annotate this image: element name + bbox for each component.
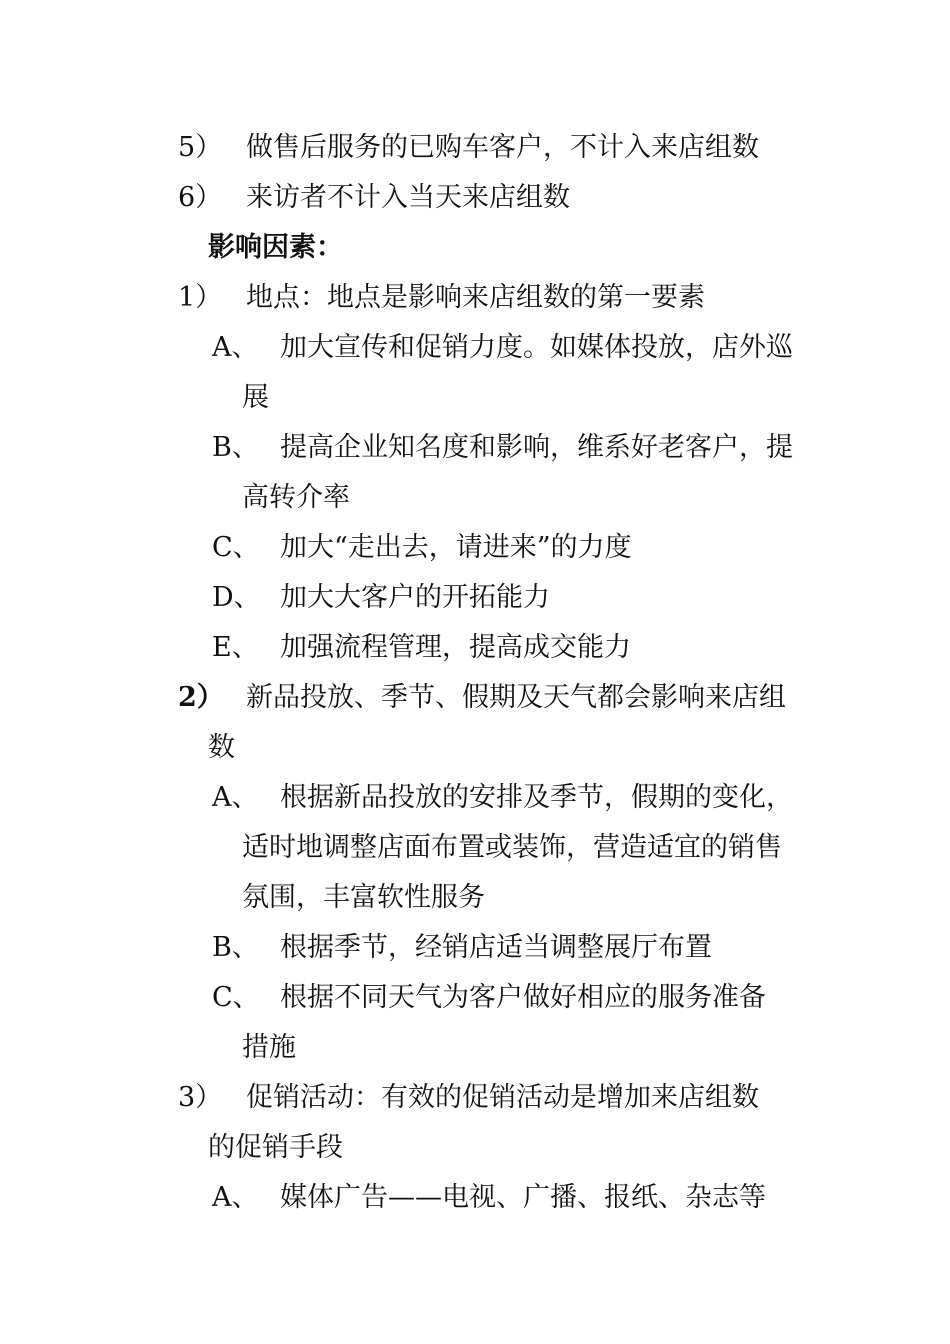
sub-text: 加强流程管理，提高成交能力 <box>280 632 631 663</box>
list-marker: 5） <box>178 132 223 163</box>
list-marker: 6） <box>178 182 223 213</box>
section-heading-text: 影响因素： <box>208 232 343 263</box>
sub-text: 根据季节，经销店适当调整展厅布置 <box>280 932 712 963</box>
sub-text: 适时地调整店面布置或装饰，营造适宜的销售 <box>242 832 782 863</box>
factor-marker: 3） <box>178 1082 223 1113</box>
list-text: 做售后服务的已购车客户，不计入来店组数 <box>246 132 759 163</box>
sub-marker: C、 <box>212 982 260 1013</box>
sub-text: 加大宣传和促销力度。如媒体投放，店外巡 <box>280 332 793 363</box>
factor-marker: 2） <box>178 682 224 713</box>
factor-text: 数 <box>208 732 235 763</box>
sub-marker: C、 <box>212 532 260 563</box>
factor-marker: 1） <box>178 282 223 313</box>
factor-text: 新品投放、季节、假期及天气都会影响来店组 <box>246 682 786 713</box>
sub-marker: A、 <box>212 782 259 813</box>
sub-text: 媒体广告——电视、广播、报纸、杂志等 <box>280 1182 766 1213</box>
sub-marker: D、 <box>212 582 261 613</box>
sub-text: 措施 <box>242 1032 296 1063</box>
sub-text: 加大大客户的开拓能力 <box>280 582 550 613</box>
sub-text: 展 <box>242 382 269 413</box>
sub-text: 根据新品投放的安排及季节，假期的变化， <box>280 782 793 813</box>
sub-text: 氛围，丰富软性服务 <box>242 882 485 913</box>
sub-marker: A、 <box>212 332 259 363</box>
factor-text: 地点：地点是影响来店组数的第一要素 <box>246 282 705 313</box>
sub-text: 提高企业知名度和影响，维系好老客户，提 <box>280 432 793 463</box>
sub-text: 高转介率 <box>242 482 350 513</box>
factor-text: 促销活动：有效的促销活动是增加来店组数 <box>246 1082 759 1113</box>
sub-marker: B、 <box>212 932 259 963</box>
sub-text: 根据不同天气为客户做好相应的服务准备 <box>280 982 766 1013</box>
sub-marker: B、 <box>212 432 259 463</box>
factor-text: 的促销手段 <box>208 1132 343 1163</box>
sub-marker: A、 <box>212 1182 259 1213</box>
sub-marker: E、 <box>212 632 259 663</box>
list-text: 来访者不计入当天来店组数 <box>246 182 570 213</box>
sub-text: 加大“走出去，请进来”的力度 <box>280 532 632 563</box>
